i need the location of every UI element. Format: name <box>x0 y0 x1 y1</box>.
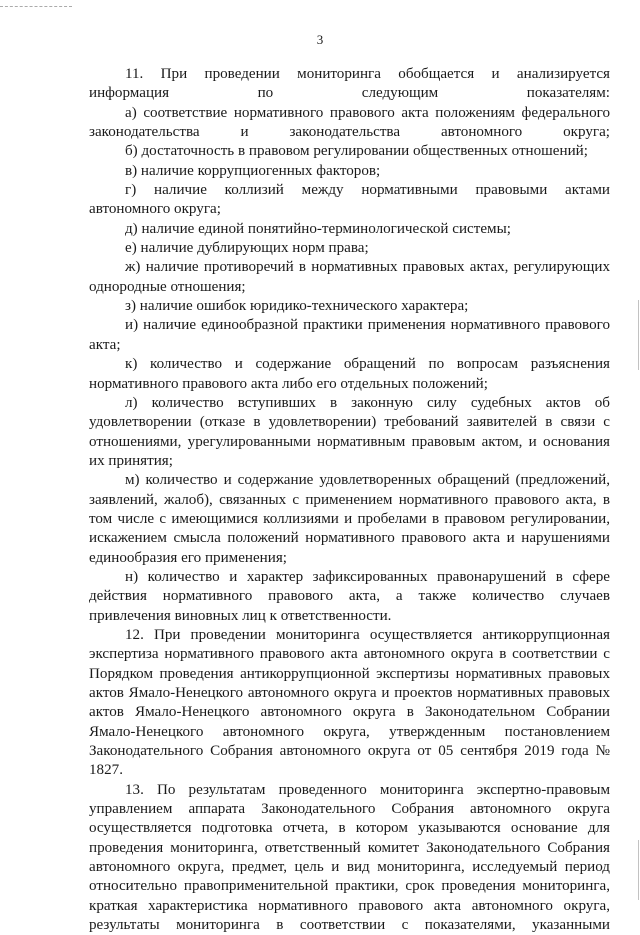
item-m: м) количество и содержание удовлетворенных обращений (предложений, заявлений, жалоб), связанных с применением нормативного правового акта, в том числе с имеющимися коллизиями и пробелами в правовом регулировании, искажением смысла положений нормативного правового акта и нарушениями единообразия его применения; <box>89 472 610 566</box>
item-v: в) наличие коррупциогенных факторов; <box>125 162 381 179</box>
item-d: д) наличие единой понятийно-терминологической системы; <box>125 220 511 237</box>
item-e: е) наличие дублирующих норм права; <box>125 240 369 257</box>
item-z: з) наличие ошибок юридико-технического характера; <box>125 298 469 315</box>
item-zh: ж) наличие противоречий в нормативных правовых актах, регулирующих однородные отношения; <box>89 259 610 295</box>
scan-artifact-right-edge-lower <box>638 840 639 900</box>
item-b: б) достаточность в правовом регулировании общественных отношений; <box>125 143 588 160</box>
document-body <box>89 65 610 935</box>
page-number: 3 <box>316 32 324 47</box>
paragraph-13: 13. По результатам проведенного мониторинга экспертно-правовым управлением аппарата Законодательного Собрания автономного округа осуществляется подготовка отчета, в котором указываются основание для проведения мониторинга, ответственный комитет Законодательного Собрания автономного округа, предмет, цель и вид мониторинга, исследуемый период относительно правоприменительной практики, срок проведения мониторинга, краткая характеристика нормативного правового акта автономного округа, результаты мониторинга в соответствии с показателями, указанными <box>89 781 610 934</box>
item-k: к) количество и содержание обращений по вопросам разъяснения нормативного правового акта либо его отдельных положений; <box>89 356 610 392</box>
item-i: и) наличие единообразной практики применения нормативного правового акта; <box>89 317 610 353</box>
item-l: л) количество вступивших в законную силу судебных актов об удовлетворении (отказе в удовлетворении) требований заявителей в связи с отношениями, урегулированными нормативным правовым актом, и основания их принятия; <box>89 394 610 469</box>
paragraph-12: 12. При проведении мониторинга осуществляется антикоррупционная экспертиза нормативного правового акта автономного округа в соответствии с Порядком проведения антикоррупционной экспертизы нормативных правовых актов Ямало-Ненецкого автономного округа и проектов нормативных правовых актов Ямало-Ненецкого автономного округа в Законодательном Собрании Ямало-Ненецкого автономного округа, утвержденным постановлением Законодательного Собрания автономного округа от 05 сентября 2019 года № 1827. <box>89 626 610 779</box>
item-g: г) наличие коллизий между нормативными правовыми актами автономного округа; <box>89 182 610 218</box>
scan-artifact-top-left <box>0 6 72 7</box>
item-a: а) соответствие нормативного правового акта положениям федерального законодательства и законодательства автономного округа; <box>89 104 610 141</box>
scan-artifact-right-edge <box>638 300 639 370</box>
item-n: н) количество и характер зафиксированных правонарушений в сфере действия нормативного правового акта, а также количество случаев привлечения виновных лиц к ответственности. <box>89 568 610 624</box>
paragraph-11: 11. При проведении мониторинга обобщается и анализируется информация по следующим показателям: <box>89 66 610 102</box>
